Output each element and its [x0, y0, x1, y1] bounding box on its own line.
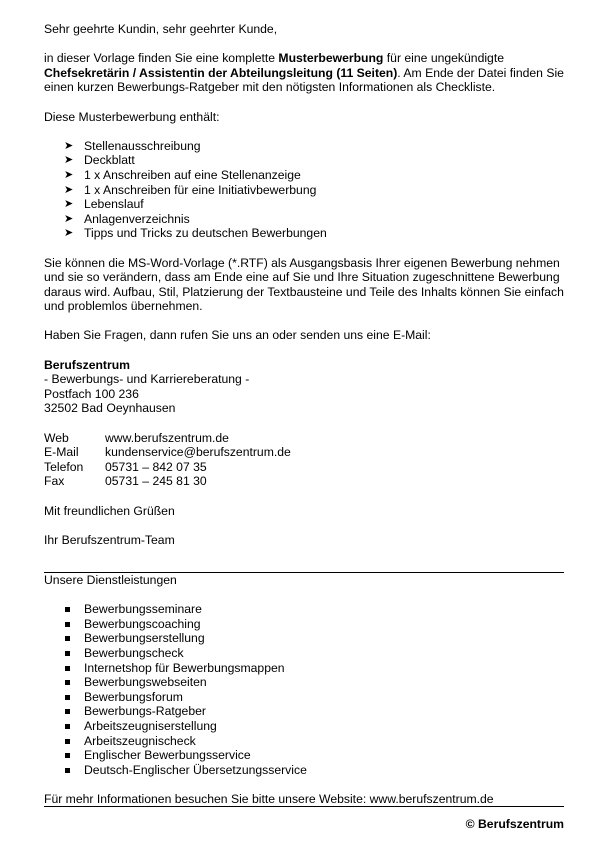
arrow-bullet-icon: ➤: [64, 227, 74, 240]
company-tagline: - Bewerbungs- und Karriereberatung -: [44, 372, 250, 387]
arrow-bullet-icon: ➤: [64, 139, 74, 152]
copyright: © Berufszentrum: [465, 817, 564, 832]
contact-label: Fax: [44, 474, 65, 489]
square-bullet-icon: [65, 695, 70, 700]
list-item: Bewerbungs-Ratgeber: [64, 704, 564, 719]
square-bullet-icon: [65, 622, 70, 627]
contact-value: 05731 – 842 07 35: [105, 459, 207, 474]
list-item: Internetshop für Bewerbungsmappen: [64, 661, 564, 676]
list-item: Bewerbungscheck: [64, 646, 564, 661]
square-bullet-icon: [65, 724, 70, 729]
arrow-bullet-icon: ➤: [64, 154, 74, 167]
arrow-bullet-icon: ➤: [64, 198, 74, 211]
list-item: Englischer Bewerbungsservice: [64, 748, 564, 763]
contents-list: [44, 139, 564, 241]
closing: Mit freundlichen Grüßen: [44, 503, 175, 518]
square-bullet-icon: [65, 753, 70, 758]
square-bullet-icon: [65, 768, 70, 773]
contact-label: E-Mail: [44, 445, 79, 460]
list-item: ➤ Deckblatt: [64, 153, 135, 168]
contact-label: Telefon: [44, 459, 84, 474]
document-page: [44, 22, 564, 832]
company-postbox: Postfach 100 236: [44, 386, 139, 401]
list-item: Arbeitszeugniserstellung: [64, 719, 564, 734]
contents-heading: Diese Musterbewerbung enthält:: [44, 109, 220, 124]
services-heading: Unsere Dienstleistungen: [44, 572, 177, 587]
list-item: Arbeitszeugnischeck: [64, 734, 564, 749]
contact-block: [44, 431, 564, 489]
contact-value: www.berufszentrum.de: [105, 430, 229, 445]
contact-row-phone: [44, 460, 564, 475]
intro-text-2: für eine ungekündigte: [383, 51, 505, 66]
services-list: [44, 602, 564, 777]
square-bullet-icon: [65, 739, 70, 744]
arrow-bullet-icon: ➤: [64, 183, 74, 196]
signature: Ihr Berufszentrum-Team: [44, 532, 175, 547]
intro-bold-2: Chefsekretärin / Assistentin der Abteilungsleitung (11 Seiten): [44, 65, 398, 80]
contact-row-web: [44, 431, 564, 446]
contact-value: 05731 – 245 81 30: [105, 474, 207, 489]
list-item: ➤ 1 x Anschreiben auf eine Stellenanzeige: [64, 167, 301, 182]
list-item: Bewerbungserstellung: [64, 631, 564, 646]
list-item: Deutsch-Englischer Übersetzungsservice: [64, 763, 564, 778]
square-bullet-icon: [65, 666, 70, 671]
list-item: ➤ Anlagenverzeichnis: [64, 211, 190, 226]
list-item: Bewerbungscoaching: [64, 617, 564, 632]
list-item: ➤ 1 x Anschreiben für eine Initiativbewerbung: [64, 182, 317, 197]
list-item: ➤ Tipps und Tricks zu deutschen Bewerbungen: [64, 226, 327, 241]
list-item: ➤ Stellenausschreibung: [64, 138, 201, 153]
contact-value: kundenservice@berufszentrum.de: [105, 445, 291, 460]
arrow-bullet-icon: ➤: [64, 212, 74, 225]
list-item: Bewerbungswebseiten: [64, 675, 564, 690]
intro-bold-1: Musterbewerbung: [278, 51, 384, 66]
square-bullet-icon: [65, 651, 70, 656]
intro-paragraph: [44, 51, 564, 95]
square-bullet-icon: [65, 607, 70, 612]
list-item: Bewerbungsforum: [64, 690, 564, 705]
contact-row-email: [44, 445, 564, 460]
intro-text-3: . Am Ende der Datei finden Sie einen kurzen Bewerbungs-Ratgeber mit den nötigsten Informationen als Checkliste.: [44, 65, 564, 95]
square-bullet-icon: [65, 680, 70, 685]
questions-paragraph: Haben Sie Fragen, dann rufen Sie uns an oder senden uns eine E-Mail:: [44, 328, 431, 343]
company-address: [44, 358, 564, 416]
company-city: 32502 Bad Oeynhausen: [44, 401, 176, 416]
usage-paragraph: Sie können die MS-Word-Vorlage (*.RTF) als Ausgangsbasis Ihrer eigenen Bewerbung nehmen und sie so verändern, dass am Ende eine auf Sie und Ihre Situation zugeschnittene Bewerbung daraus wird. Aufbau, Stil, Platzierung der Textbausteine und Teile des Inhalts können Sie einfach und problemlos übernehmen.: [44, 255, 564, 314]
list-item: ➤ Lebenslauf: [64, 197, 144, 212]
company-name: Berufszentrum: [44, 357, 131, 372]
arrow-bullet-icon: ➤: [64, 168, 74, 181]
list-item: Bewerbungsseminare: [64, 602, 564, 617]
square-bullet-icon: [65, 709, 70, 714]
contact-row-fax: [44, 474, 564, 489]
more-info: Für mehr Informationen besuchen Sie bitte unsere Website: www.berufszentrum.de: [44, 791, 494, 806]
square-bullet-icon: [65, 636, 70, 641]
intro-text-1: in dieser Vorlage finden Sie eine komplette: [44, 51, 279, 66]
contact-label: Web: [44, 430, 69, 445]
salutation: Sehr geehrte Kundin, sehr geehrter Kunde,: [44, 22, 278, 36]
